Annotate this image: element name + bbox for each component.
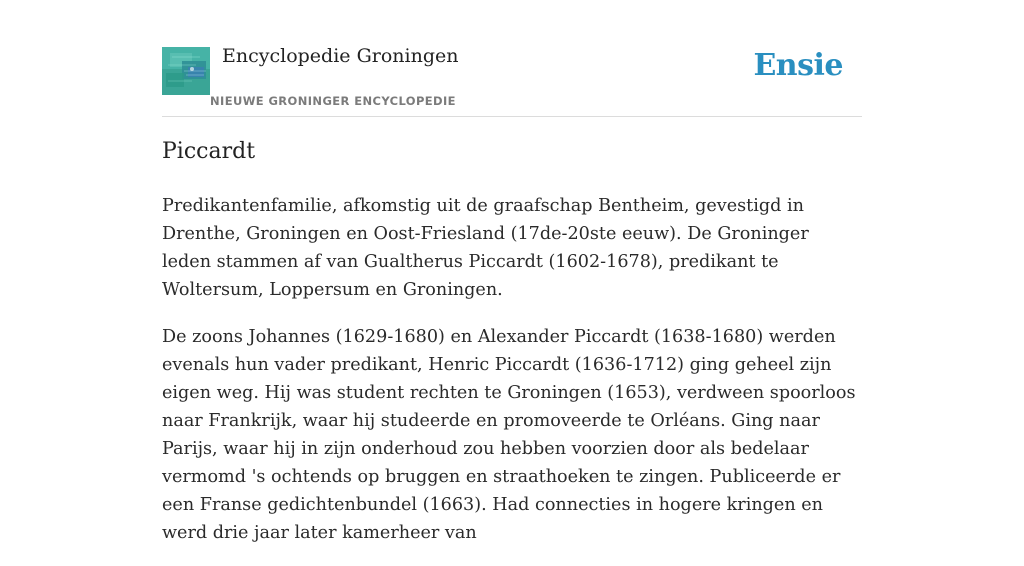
- map-icon: [162, 47, 210, 95]
- site-header: [162, 0, 862, 117]
- article-paragraph: De zoons Johannes (1629-1680) en Alexander Piccardt (1638-1680) werden evenals hun vader predikant, Henric Piccardt (1636-1712) ging geheel zijn eigen weg. Hij was student rechten te Groningen (1653), verdween spoorloos naar Frankrijk, waar hij studeerde en promoveerde te Orléans. Ging naar Parijs, waar hij in zijn onderhoud zou hebben voorzien door als bedelaar vermomd 's ochtends op bruggen en straathoeken te zingen. Publiceerde er een Franse gedichtenbundel (1663). Had connecties in hogere kringen en werd drie jaar later kamerheer van: [162, 327, 856, 543]
- site-subtitle: NIEUWE GRONINGER ENCYCLOPEDIE: [210, 94, 456, 108]
- article-paragraph: Predikantenfamilie, afkomstig uit de graafschap Bentheim, gevestigd in Drenthe, Groningen en Oost-Friesland (17de-20ste eeuw). De Groninger leden stammen af van Gualtherus Piccardt (1602-1678), predikant te Woltersum, Loppersum en Groningen.: [162, 196, 809, 300]
- page: [162, 0, 862, 543]
- site-logo[interactable]: [162, 47, 210, 95]
- brand-logo-link[interactable]: Ensie: [753, 48, 843, 83]
- article-body: [162, 192, 862, 566]
- site-title[interactable]: Encyclopedie Groningen: [222, 45, 459, 67]
- article-title: Piccardt: [162, 139, 256, 164]
